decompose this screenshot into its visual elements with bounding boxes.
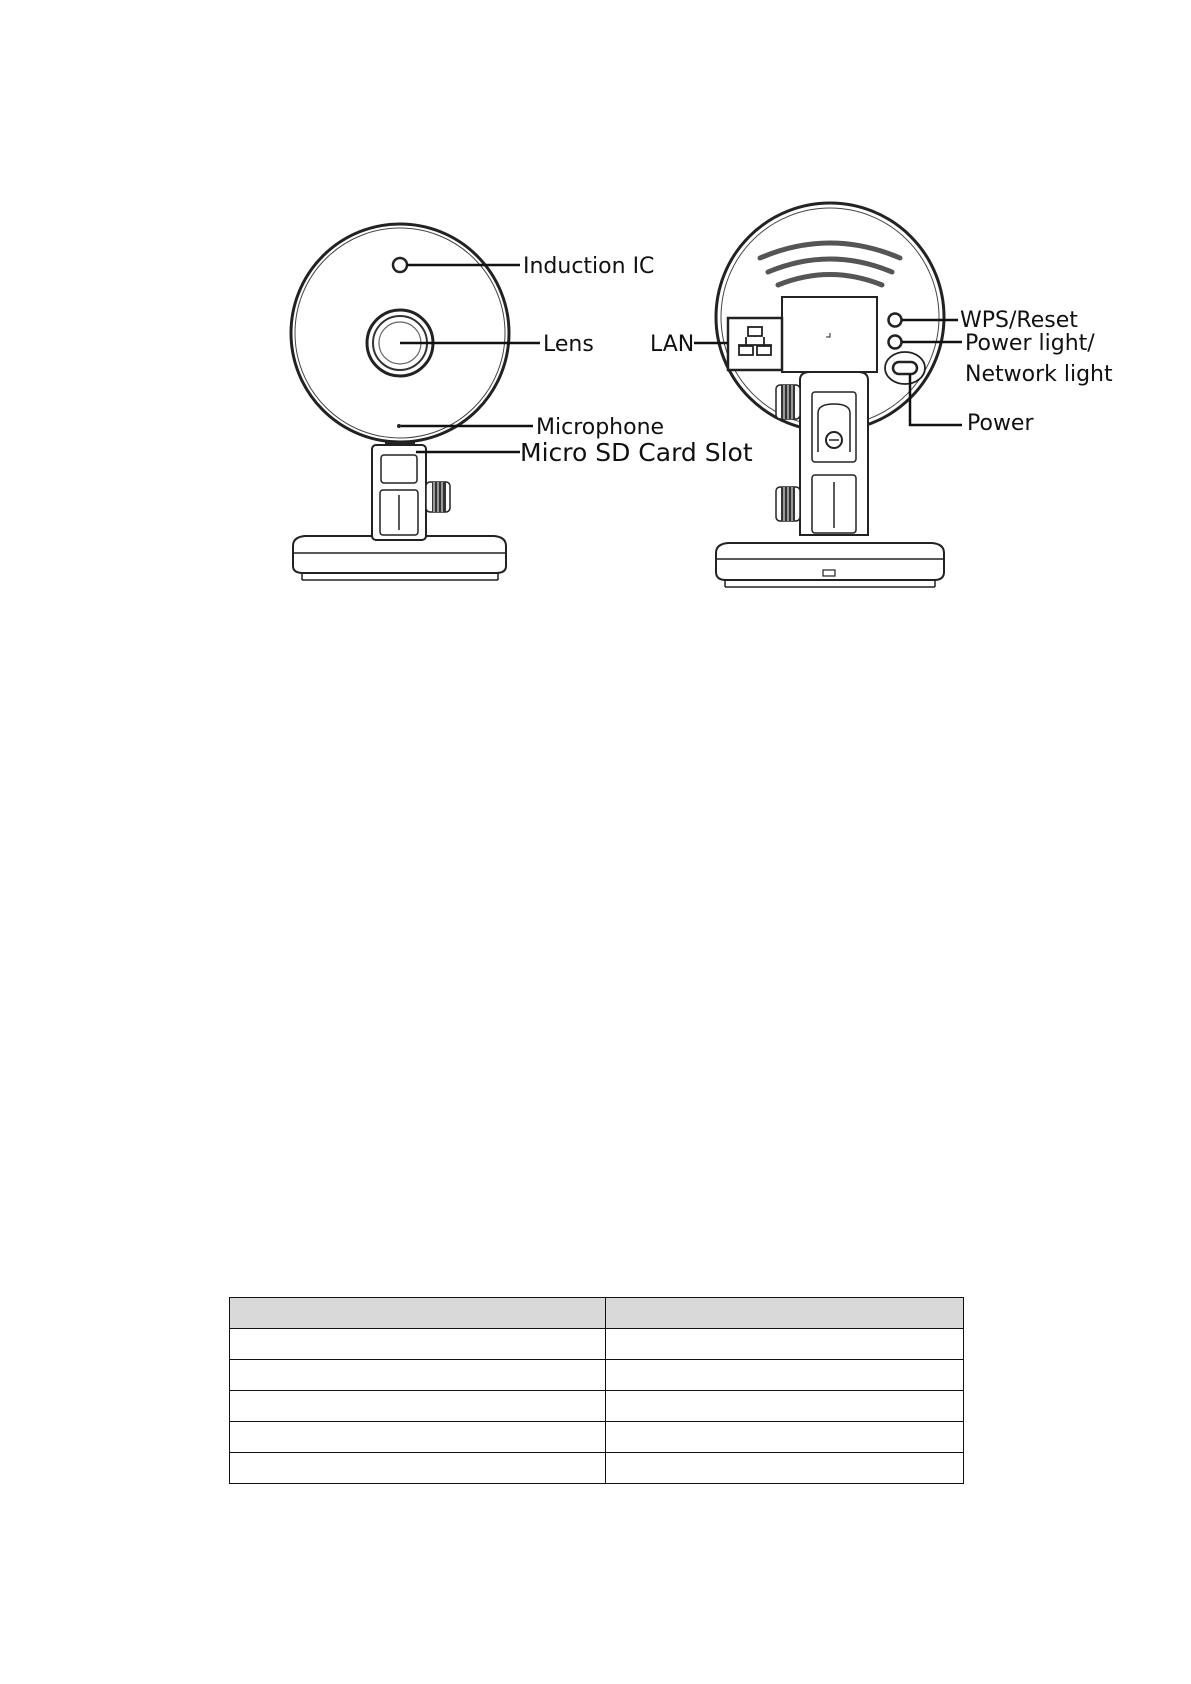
table-header-cell <box>606 1298 964 1329</box>
label-lan: LAN <box>650 332 695 357</box>
back-stand <box>776 372 868 535</box>
table-cell <box>230 1360 606 1391</box>
front-stand <box>372 445 450 540</box>
induction-ic-sensor <box>393 258 407 272</box>
table-cell <box>230 1329 606 1360</box>
table-cell <box>606 1329 964 1360</box>
label-power: Power <box>967 411 1034 436</box>
table-row <box>230 1391 964 1422</box>
camera-front-view <box>291 224 753 580</box>
table-cell <box>230 1391 606 1422</box>
table-cell <box>230 1453 606 1484</box>
camera-back-view <box>650 203 1113 587</box>
front-base <box>293 536 506 580</box>
microphone-hole <box>397 424 401 428</box>
spec-table <box>229 1297 964 1484</box>
table-row <box>230 1329 964 1360</box>
label-wps-reset: WPS/Reset <box>960 308 1078 333</box>
table-row <box>230 1422 964 1453</box>
table-cell <box>606 1453 964 1484</box>
table-header-cell <box>230 1298 606 1329</box>
table-cell <box>606 1391 964 1422</box>
label-lens: Lens <box>543 332 594 357</box>
table-cell <box>606 1422 964 1453</box>
label-induction-ic: Induction IC <box>523 254 655 279</box>
table-cell <box>606 1360 964 1391</box>
camera-diagram <box>0 0 1191 620</box>
label-micro-sd-card-slot: Micro SD Card Slot <box>520 438 753 467</box>
wps-reset-button <box>889 314 902 327</box>
table-row <box>230 1360 964 1391</box>
front-camera-head <box>291 224 509 443</box>
label-microphone: Microphone <box>536 415 665 440</box>
table-header-row <box>230 1298 964 1329</box>
lan-port <box>728 318 782 370</box>
label-network-light: Network light <box>965 362 1113 387</box>
power-network-light <box>889 336 902 349</box>
table-cell <box>230 1422 606 1453</box>
power-port <box>893 362 917 374</box>
label-power-light: Power light/ <box>965 331 1095 356</box>
back-base <box>716 543 944 587</box>
table-row <box>230 1453 964 1484</box>
